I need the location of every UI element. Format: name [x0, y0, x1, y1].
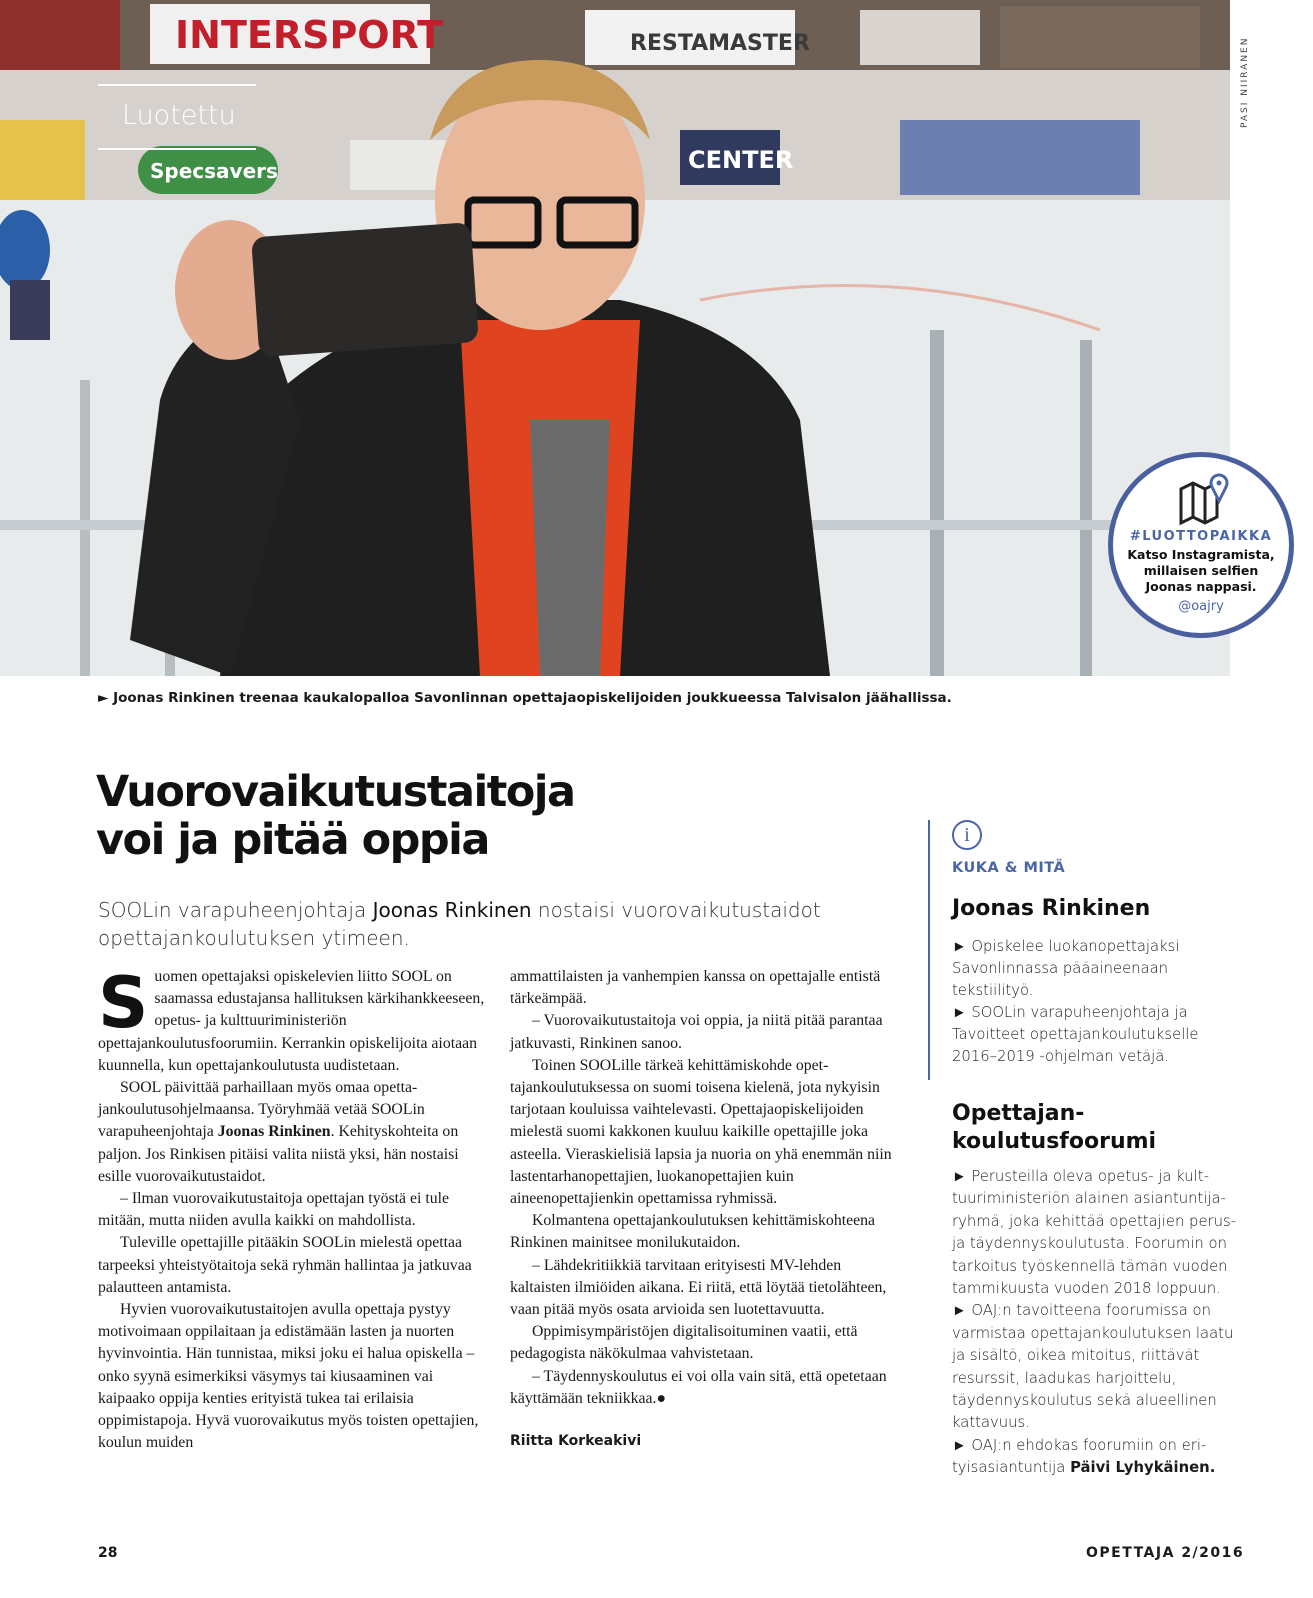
list-item: ► OAJ:n tavoitteena foorumissa on varmistaa opettajankoulutuksen laatu ja sisältö, oikea mitoitus, riittävät resurssit, laadukas harjoittelu, täydennyskoulutus sekä alueellinen kattavuus.	[952, 1302, 1234, 1432]
sidebar-forum-facts	[952, 1166, 1242, 1480]
sidebar-person-facts	[952, 936, 1232, 1068]
paragraph: Oppimisympäristöjen digitalisoituminen vaatii, että pedagogista näkökulmaa vahvistetaan.	[510, 1323, 858, 1363]
sidebar-label: KUKA & MITÄ	[952, 860, 1066, 876]
list-item: ► Opiskelee luokanopettajaksi Savonlinnassa pääaineenaan tekstiilityö.	[952, 938, 1180, 999]
ad-intersport: INTERSPORT	[175, 13, 444, 57]
paragraph: SOOL päivittää parhaillaan myös omaa opettajankoulutusohjelmaansa. Työryhmää vetää SOOLin varapuheenjohtaja Joonas Rinkinen. Kehityskohteita on paljon. Jos Rinkisen pitäisi valita niistä yksi, hän nostaisi esille vuorovaikutustaidot.	[98, 1079, 459, 1185]
info-sidebar	[928, 820, 1240, 1080]
badge-text: Katso Instagramista, millaisen selfien Joonas nappasi.	[1127, 547, 1275, 594]
section-rubric: Luotettu	[98, 84, 256, 150]
paragraph: – Ilman vuorovaikutustaitoja opettajan työstä ei tule mitään, mutta niiden avulla kaikki on mahdollista.	[98, 1190, 450, 1230]
paragraph: Kolmantena opettajankoulutuksen kehittämiskohteena Rinkinen mainitsee monilukutaidon.	[510, 1212, 876, 1252]
instagram-badge[interactable]	[1108, 452, 1294, 638]
photo-caption: ► Joonas Rinkinen treenaa kaukalopalloa Savonlinnan opettajaopiskelijoiden joukkueessa Talvisalon jäähallissa.	[98, 690, 952, 706]
list-item: ► SOOLin varapuheenjohtaja ja Tavoitteet opettajankoulutukselle 2016–2019 -ohjelman vetäjä.	[952, 1004, 1199, 1065]
list-item: ► OAJ:n ehdokas foorumiin on erityisasiantuntija Päivi Lyhykäinen.	[952, 1436, 1216, 1477]
magazine-issue: OPETTAJA 2/2016	[1086, 1545, 1245, 1561]
article-column-2	[510, 966, 900, 1452]
sidebar-person-name: Joonas Rinkinen	[952, 896, 1151, 921]
drop-cap: S	[98, 962, 149, 1044]
article-author: Riitta Korkeakivi	[510, 1433, 642, 1450]
article-lead: SOOLin varapuheenjohtaja Joonas Rinkinen nostaisi vuorovaikutustaidot opettajankoulutuksen ytimeen.	[98, 898, 821, 950]
paragraph: Hyvien vuorovaikutustaitojen avulla opettaja pystyy motivoimaan oppilaitaan ja edistämään lasten ja nuorten hyvinvointia. Hän tunnistaa, miksi joku ei halua opiskella – onko syynä esimerkiksi väsymys tai kiusaaminen vai kaipaako oppija kenties erityistä tukea tai erilaisia oppimistapoja. Hyvä vuorovaikutus myös toisten opettajien, koulun muiden	[98, 1301, 479, 1452]
ad-specsavers: Specsavers	[150, 159, 278, 183]
photo-credit: PASI NIIRANEN	[1240, 36, 1250, 128]
ad-center: CENTER	[688, 146, 794, 174]
list-item: ► Perusteilla oleva opetus- ja kulttuuriministeriön alainen asiantuntijaryhmä, joka kehittää opettajien perus- ja täydennyskoulutusta. Foorumin on tarkoitus työskennellä tämän vuoden tammikuusta vuoden 2018 loppuun.	[952, 1168, 1237, 1298]
page-number: 28	[98, 1545, 118, 1561]
paragraph: Tuleville opettajille pitääkin SOOLin mielestä opettaa tarpeeksi yhteistyötaitoja sekä ryhmän hallintaa ja jatkuvaa palautteen antamista.	[98, 1234, 472, 1296]
paragraph: – Lähdekritiikkiä tarvitaan erityisesti MV-lehden kaltaisten ilmiöiden aikana. Ei riitä, että löytää tietolähteen, vaan pitää myös osata arvioida sen luotettavuutta.	[510, 1256, 887, 1319]
article-column-1	[98, 962, 486, 1454]
info-icon: i	[952, 820, 982, 850]
paragraph: Toinen SOOLille tärkeä kehittämiskohde opettajankoulutuksessa on suomi toisena kielenä, jota nykyisin tarjotaan kouluissa vaihtelevasti. Opettajaopiskelijoiden mielestä suomi kakkonen kuuluu kaikille opettajille joka asteella. Vieraskielisiä lapsia ja nuoria on yhä enemmän niin lastentarhanopettajien, luokanopettajien kuin aineenopettajienkin opettamissa ryhmissä.	[510, 1056, 892, 1208]
sidebar-forum-title: Opettajan- koulutusfoorumi	[952, 1101, 1157, 1154]
ad-restamaster: RESTAMASTER	[630, 31, 810, 56]
badge-hashtag: #LUOTTOPAIKKA	[1129, 529, 1273, 544]
badge-handle[interactable]: @oajry	[1178, 599, 1224, 614]
map-pin-icon	[1175, 471, 1231, 527]
paragraph: ammattilaisten ja vanhempien kanssa on opettajalle entistä tärkeämpää.	[510, 968, 881, 1008]
paragraph: Suomen opettajaksi opiskelevien liitto SOOL on saamassa edustajansa hallituksen kärkihankkeeseen, opetus- ja kulttuuriministeriön opettajankoulutusfoorumiin. Kerrankin opiskelijoita aiotaan kuunnella, kun opettajankoulutusta uudistetaan.	[98, 962, 485, 1074]
article-headline: Vuorovaikutustaitoja voi ja pitää oppia	[96, 767, 575, 865]
paragraph: – Täydennyskoulutus ei voi olla vain sitä, että opetetaan käyttämään tekniikkaa.●	[510, 1367, 887, 1407]
paragraph: – Vuorovaikutustaitoja voi oppia, ja niitä pitää parantaa jatkuvasti, Rinkinen sanoo.	[510, 1012, 883, 1052]
